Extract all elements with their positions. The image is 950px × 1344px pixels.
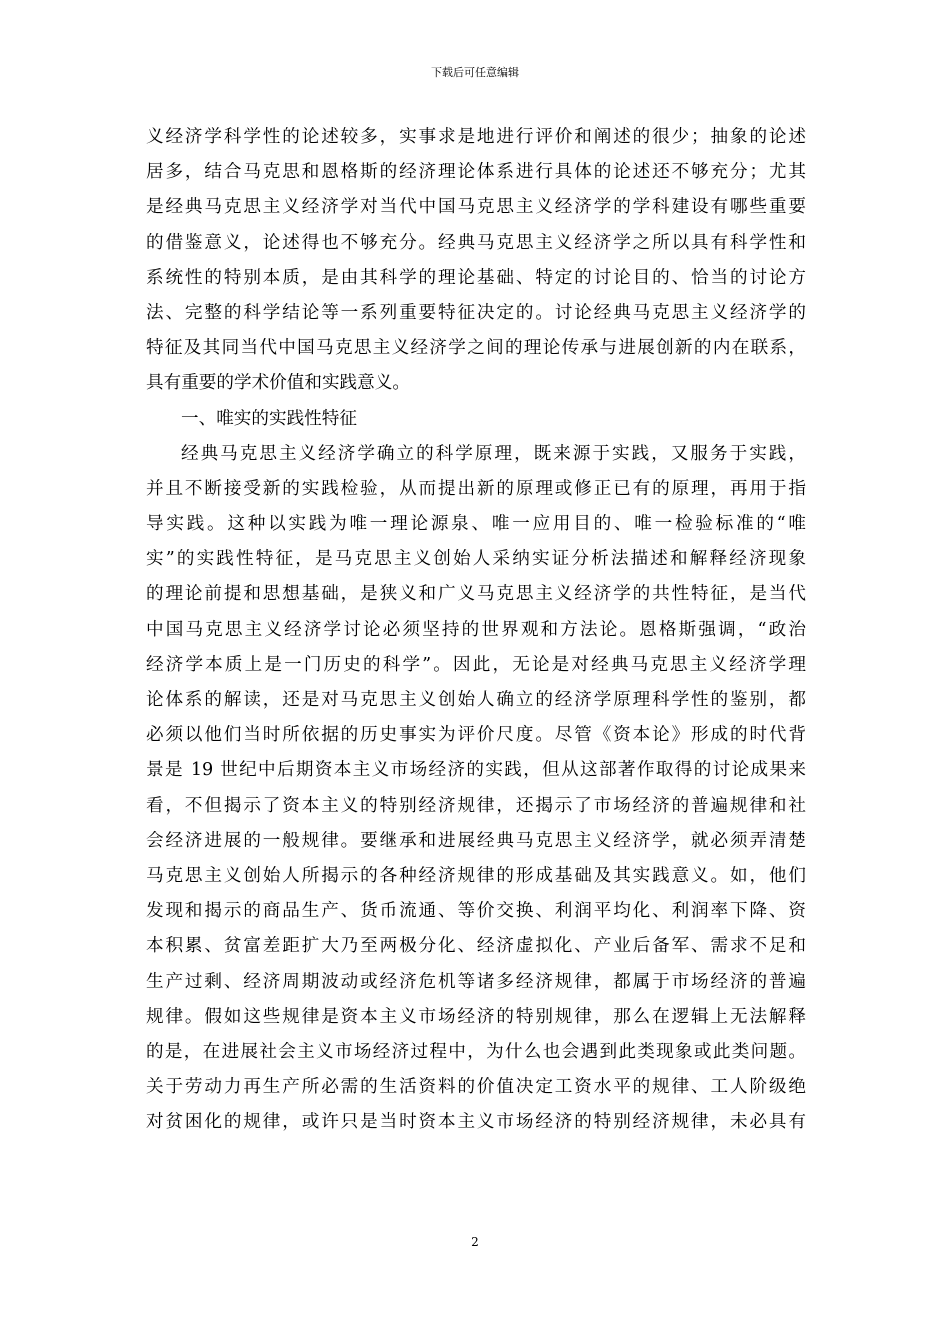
text-line: 本积累、贫富差距扩大乃至两极分化、经济虚拟化、产业后备军、需求不足和 bbox=[146, 936, 806, 957]
text-line: 对贫困化的规律，或许只是当时资本主义市场经济的特别经济规律，未必具有 bbox=[146, 1112, 806, 1133]
text-line: 马克思主义创始人所揭示的各种经济规律的形成基础及其实践意义。如，他们 bbox=[146, 865, 806, 886]
page-header: 下载后可任意编辑 bbox=[431, 66, 519, 79]
text-line: 会经济进展的一般规律。要继承和进展经典马克思主义经济学，就必须弄清楚 bbox=[146, 830, 806, 851]
text-line: 的理论前提和思想基础，是狭义和广义马克思主义经济学的共性特征，是当代 bbox=[146, 584, 806, 605]
text-line: 关于劳动力再生产所必需的生活资料的价值决定工资水平的规律、工人阶级绝 bbox=[146, 1077, 806, 1098]
text-line: 特征及其同当代中国马克思主义经济学之间的理论传承与进展创新的内在联系， bbox=[146, 338, 806, 359]
text-line: 的是，在进展社会主义市场经济过程中，为什么也会遇到此类现象或此类问题。 bbox=[146, 1041, 806, 1062]
text-line: 经济学本质上是一门历史的科学”。因此，无论是对经典马克思主义经济学理 bbox=[146, 654, 806, 675]
text-line: 系统性的特别本质，是由其科学的理论基础、特定的讨论目的、恰当的讨论方 bbox=[146, 267, 806, 288]
text-line: 经典马克思主义经济学确立的科学原理，既来源于实践，又服务于实践， bbox=[181, 443, 806, 464]
text-line: 中国马克思主义经济学讨论必须坚持的世界观和方法论。恩格斯强调，“政治 bbox=[146, 619, 806, 640]
text-line: 居多，结合马克思和恩格斯的经济理论体系进行具体的论述还不够充分；尤其 bbox=[146, 162, 806, 183]
text-line: 是经典马克思主义经济学对当代中国马克思主义经济学的学科建设有哪些重要 bbox=[146, 197, 806, 218]
text-line: 必须以他们当时所依据的历史事实为评价尺度。尽管《资本论》形成的时代背 bbox=[146, 725, 806, 746]
text-line: 发现和揭示的商品生产、货币流通、等价交换、利润平均化、利润率下降、资 bbox=[146, 901, 806, 922]
text-line: 的借鉴意义，论述得也不够充分。经典马克思主义经济学之所以具有科学性和 bbox=[146, 232, 806, 253]
text-line: 法、完整的科学结论等一系列重要特征决定的。讨论经典马克思主义经济学的 bbox=[146, 302, 806, 323]
text-line: 生产过剩、经济周期波动或经济危机等诸多经济规律，都属于市场经济的普遍 bbox=[146, 971, 806, 992]
text-line: 导实践。这种以实践为唯一理论源泉、唯一应用目的、唯一检验标准的“唯 bbox=[146, 514, 806, 535]
text-line: 具有重要的学术价值和实践意义。 bbox=[146, 373, 410, 394]
text-line: 论体系的解读，还是对马克思主义创始人确立的经济学原理科学性的鉴别，都 bbox=[146, 690, 806, 710]
text-line: 景是 19 世纪中后期资本主义市场经济的实践，但从这部著作取得的讨论成果来 bbox=[146, 760, 806, 781]
text-line: 规律。假如这些规律是资本主义市场经济的特别规律，那么在逻辑上无法解释 bbox=[146, 1006, 806, 1027]
section-heading: 一、唯实的实践性特征 bbox=[181, 408, 357, 429]
text-line: 并且不断接受新的实践检验，从而提出新的原理或修正已有的原理，再用于指 bbox=[146, 478, 806, 499]
text-line: 看，不但揭示了资本主义的特别经济规律，还揭示了市场经济的普遍规律和社 bbox=[146, 795, 806, 816]
text-line: 实”的实践性特征，是马克思主义创始人采纳实证分析法描述和解释经济现象 bbox=[146, 549, 806, 570]
document-body bbox=[146, 120, 806, 1140]
text-line: 义经济学科学性的论述较多，实事求是地进行评价和阐述的很少；抽象的论述 bbox=[146, 127, 806, 147]
page-number: 2 bbox=[471, 1235, 479, 1249]
